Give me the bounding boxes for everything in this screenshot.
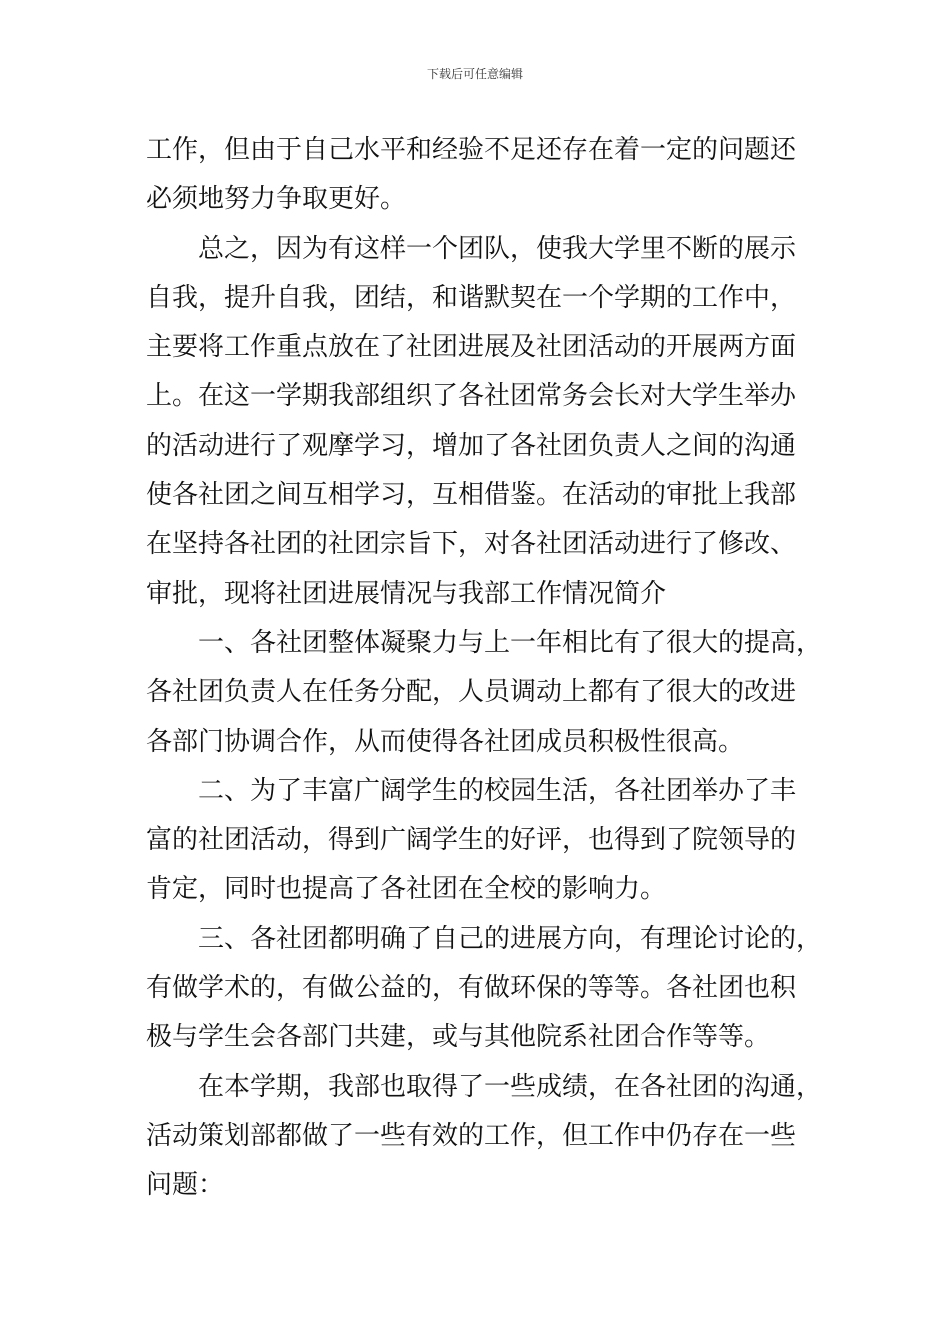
text-line: 在坚持各社团的社团宗旨下，对各社团活动进行了修改、 (146, 529, 797, 560)
text-line: 三、各社团都明确了自己的进展方向，有理论讨论的， (146, 923, 823, 954)
text-line: 极与学生会各部门共建，或与其他院系社团合作等等。 (146, 1022, 771, 1053)
text-line: 工作，但由于自己水平和经验不足还存在着一定的问题还 (146, 135, 797, 165)
text-line: 各社团负责人在任务分配，人员调动上都有了很大的改进 (146, 677, 797, 708)
text-line: 总之，因为有这样一个团队，使我大学里不断的展示 (146, 233, 797, 264)
text-line: 自我，提升自我，团结，和谐默契在一个学期的工作中， (146, 282, 797, 313)
text-line: 富的社团活动，得到广阔学生的好评，也得到了院领导的 (146, 825, 797, 856)
document-body (146, 126, 836, 1211)
text-line: 审批，现将社团进展情况与我部工作情况简介 (146, 578, 667, 609)
text-line: 肯定，同时也提高了各社团在全校的影响力。 (146, 874, 667, 905)
text-line: 有做学术的，有做公益的，有做环保的等等。各社团也积 (146, 973, 797, 1004)
text-line: 各部门协调合作，从而使得各社团成员积极性很高。 (146, 726, 745, 757)
text-line: 活动策划部都做了一些有效的工作，但工作中仍存在一些 (146, 1120, 797, 1151)
page-header-note: 下载后可任意编辑 (426, 67, 523, 81)
text-line: 主要将工作重点放在了社团进展及社团活动的开展两方面 (146, 332, 797, 363)
text-line: 上。在这一学期我部组织了各社团常务会长对大学生举办 (146, 381, 797, 412)
text-line: 使各社团之间互相学习，互相借鉴。在活动的审批上我部 (146, 480, 797, 511)
text-line: 一、各社团整体凝聚力与上一年相比有了很大的提高， (146, 627, 823, 658)
text-line: 的活动进行了观摩学习，增加了各社团负责人之间的沟通 (146, 430, 797, 461)
text-line: 必须地努力争取更好。 (146, 184, 407, 215)
text-line: 问题： (146, 1170, 225, 1201)
text-line: 二、为了丰富广阔学生的校园生活，各社团举办了丰 (146, 775, 797, 806)
text-line: 在本学期，我部也取得了一些成绩，在各社团的沟通， (146, 1071, 823, 1102)
